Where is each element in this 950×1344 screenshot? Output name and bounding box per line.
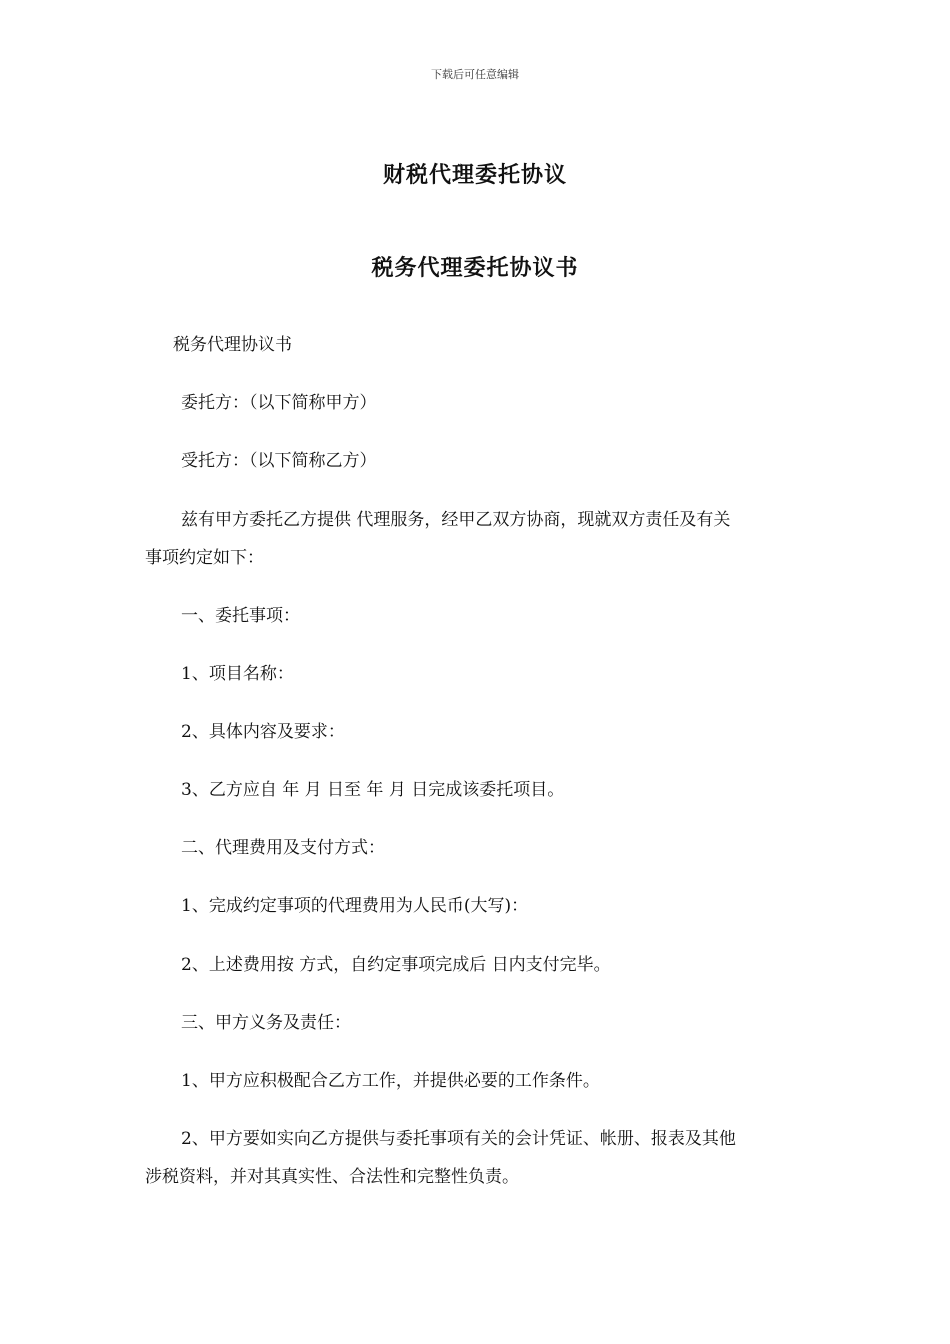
paragraph-item-1-3: 3、乙方应自 年 月 日至 年 月 日完成该委托项目。 — [181, 780, 565, 800]
paragraph-item-2-1: 1、完成约定事项的代理费用为人民币(大写)： — [181, 896, 529, 916]
section-heading-1: 一、委托事项： — [181, 606, 300, 626]
paragraph-intro-line1: 兹有甲方委托乙方提供 代理服务，经甲乙双方协商，现就双方责任及有关 — [181, 510, 731, 530]
paragraph-agreement-name: 税务代理协议书 — [173, 335, 292, 355]
section-heading-3: 三、甲方义务及责任： — [181, 1013, 351, 1033]
document-title: 财税代理委托协议 — [382, 163, 567, 188]
section-heading-2: 二、代理费用及支付方式： — [181, 838, 385, 858]
paragraph-item-2-2: 2、上述费用按 方式，自约定事项完成后 日内支付完毕。 — [181, 955, 611, 975]
document-subtitle: 税务代理委托协议书 — [371, 256, 579, 281]
paragraph-intro-line2: 事项约定如下： — [145, 548, 264, 568]
paragraph-item-3-1: 1、甲方应积极配合乙方工作，并提供必要的工作条件。 — [181, 1071, 600, 1091]
paragraph-agent: 受托方：（以下简称乙方） — [181, 451, 377, 471]
paragraph-item-3-2-line1: 2、甲方要如实向乙方提供与委托事项有关的会计凭证、帐册、报表及其他 — [181, 1129, 736, 1149]
paragraph-client: 委托方：（以下简称甲方） — [181, 393, 377, 413]
header-note: 下载后可任意编辑 — [431, 68, 519, 81]
paragraph-item-1-1: 1、项目名称： — [181, 664, 294, 684]
paragraph-item-3-2-line2: 涉税资料，并对其真实性、合法性和完整性负责。 — [145, 1167, 519, 1187]
paragraph-item-1-2: 2、具体内容及要求： — [181, 722, 345, 742]
